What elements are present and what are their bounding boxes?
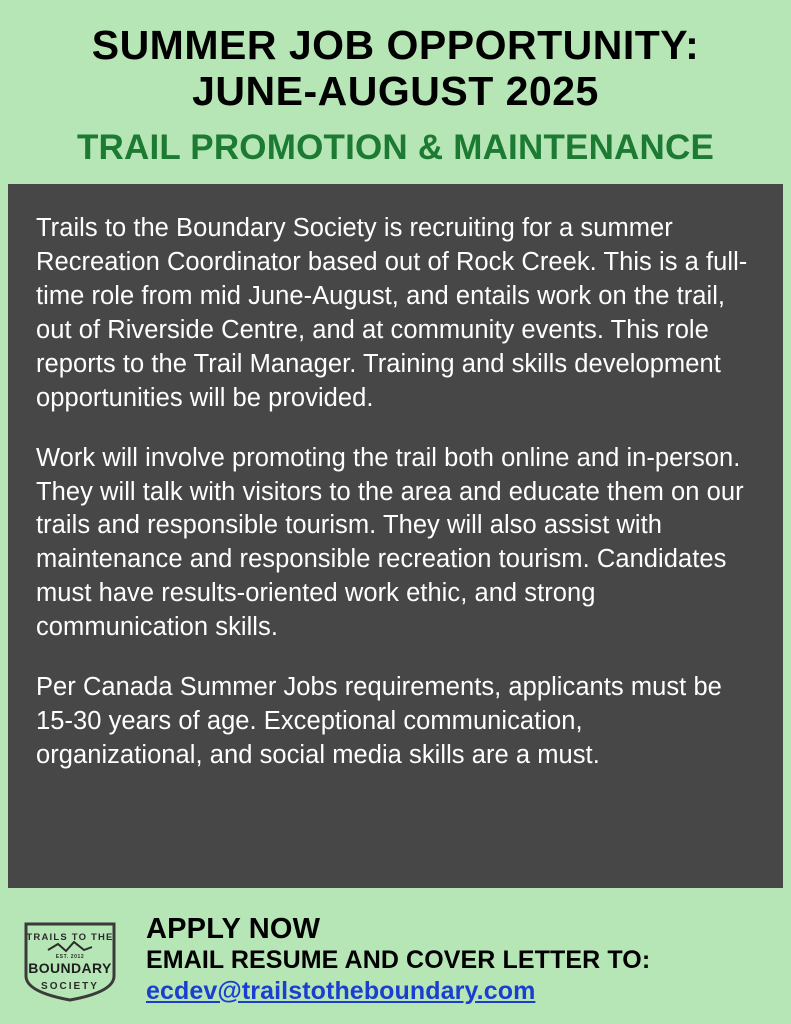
svg-text:SOCIETY: SOCIETY bbox=[41, 981, 99, 993]
page-title-line-2: JUNE-AUGUST 2025 bbox=[192, 68, 599, 115]
svg-text:EST. 2012: EST. 2012 bbox=[55, 954, 85, 961]
logo-icon bbox=[18, 914, 122, 1004]
trails-to-the-boundary-society-logo bbox=[16, 913, 124, 1005]
page-subtitle: TRAIL PROMOTION & MAINTENANCE bbox=[76, 127, 715, 167]
page-title-line-1: SUMMER JOB OPPORTUNITY: bbox=[91, 22, 700, 68]
email-instruction-label: EMAIL RESUME AND COVER LETTER TO: bbox=[146, 946, 651, 975]
description-paragraph-3: Per Canada Summer Jobs requirements, applicants must be 15-30 years of age. Exceptional communication, organizational, and social media skills are a must. bbox=[36, 673, 722, 769]
apply-now-heading: APPLY NOW bbox=[146, 912, 321, 945]
description-paragraph-2: Work will involve promoting the trail both online and in-person. They will talk with visitors to the area and educate them on our trails and responsible tourism. They will also assist with maintenance and responsible recreation tourism. Candidates must have results-oriented work ethic, and strong communication skills. bbox=[36, 443, 744, 642]
footer-contact-block bbox=[140, 913, 783, 1006]
poster-header bbox=[0, 0, 791, 171]
email-link[interactable]: ecdev@trailstotheboundary.com bbox=[146, 976, 536, 1005]
job-description-panel bbox=[8, 184, 783, 888]
poster-footer bbox=[0, 888, 791, 1024]
svg-text:BOUNDARY: BOUNDARY bbox=[28, 960, 112, 977]
svg-text:TRAILS TO THE: TRAILS TO THE bbox=[26, 932, 114, 944]
description-paragraph-1: Trails to the Boundary Society is recruiting for a summer Recreation Coordinator based out of Rock Creek. This is a full-time role from mid June-August, and entails work on the trail, out of Riverside Centre, and at community events. This role reports to the Trail Manager. Training and skills development opportunities will be provided. bbox=[36, 214, 748, 412]
